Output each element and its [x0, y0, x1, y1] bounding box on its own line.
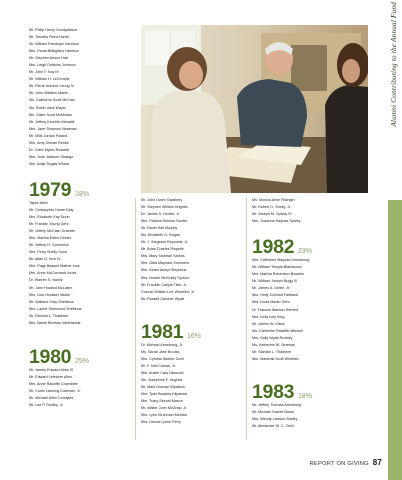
sidebar-vertical-title	[388, 0, 402, 192]
donor-name: Mr. J. Sargeant Reynolds, Jr.	[141, 240, 189, 245]
donor-name: Mrs. Julie Jackson Strange	[29, 154, 74, 159]
name-list-continued	[29, 27, 133, 168]
donor-name: Mrs. Linda Martin Gehr	[252, 300, 290, 305]
donor-name: Mr. Wallace Gray Shettinus	[29, 299, 74, 304]
name-list-continued	[252, 197, 356, 225]
donor-column-3	[252, 197, 356, 430]
donor-name: Taylor Allen	[29, 200, 48, 205]
donor-name: Dr. Frances Blanton Herbert	[252, 307, 298, 312]
donor-name: Mr. Christopher Hume Daly	[29, 207, 74, 212]
donor-name: Mrs. Cynthia Stuther Cecil	[141, 356, 184, 361]
donor-name: Mrs. Barrie Berman VanBrackle	[29, 320, 81, 325]
donor-name: Mrs. Page Bassett Mather Ince	[29, 264, 80, 269]
donor-name: Mrs. Laurie Sherwood Shettinus	[29, 306, 82, 311]
participation-percent: 16%	[187, 332, 202, 340]
donor-name: Ms. Claire Scott McMullan	[29, 112, 72, 117]
participation-percent: 25%	[75, 357, 90, 365]
donor-name: Mrs. Kelly Ivey King	[252, 314, 285, 319]
column-rule-2	[246, 198, 247, 440]
donor-name: Mr. Stanton L. Thaltimer	[252, 349, 292, 354]
class-year: 1979	[29, 178, 72, 201]
donor-name: Mr. John Watkins Martin	[29, 91, 69, 96]
name-list-1982	[252, 257, 356, 363]
donor-name: Mrs. Sally Wyatt Roddey	[252, 335, 293, 340]
donor-name: Ms. Elizabeth G. Rogan	[141, 233, 180, 238]
donor-name: Mr. Alexander W. C. Cecil	[252, 424, 294, 429]
donor-name: Dr. Clare Myers Rossetti	[29, 147, 69, 152]
donor-name: Mr. David Hall Murphy	[141, 226, 178, 231]
donor-name: Mrs. Tracy Sinnott Mason	[141, 399, 183, 404]
participation-percent: 18%	[75, 190, 90, 198]
footer-label: REPORT ON GIVING	[309, 461, 369, 467]
donor-name: Mr. Russell Gardner Wyatt	[141, 296, 185, 301]
name-list-1981	[141, 342, 245, 427]
donor-name: Ms. Monica Anne Risinger	[252, 198, 295, 202]
donor-name: Mrs. Lisa Honaker Nickel	[29, 292, 70, 297]
class-year: 1983	[252, 380, 295, 403]
donor-name: Dr. Michael Armstrong, Jr.	[141, 342, 184, 347]
donor-name: Mr. Philip Henry Goodpasture	[29, 28, 78, 32]
donor-name: Mr. F. Neil Cowan, Jr.	[141, 363, 176, 368]
donor-name: Mr. Richard L. Thaltimer	[29, 313, 69, 318]
donor-name: Mr. James A. Deibe, Jr.	[252, 286, 290, 291]
donor-name: Mrs. Perry Shelly Gunn	[29, 250, 68, 255]
donor-name: Ms. Katherine W. Seaman	[252, 342, 295, 347]
donor-name: Mrs. Patricia Hobson Hunter	[141, 219, 188, 224]
sidebar-green-bar	[388, 200, 402, 480]
donor-name: Mrs. Wendy Lawson Bosley	[252, 416, 298, 421]
donor-name: Mr. Joseph M. Spivey IV	[252, 212, 292, 217]
name-list-1983	[252, 402, 356, 430]
donor-name: Mr. John F. Kay III	[29, 70, 59, 75]
name-list-1980	[29, 367, 133, 409]
donor-name: Mr. William Joseph Bugg III	[252, 279, 297, 284]
donor-name: Mrs. Martha Estes Ginner	[29, 236, 72, 241]
donor-name: Mr. Mark Duncan Kilpatrick	[141, 384, 186, 389]
class-year: 1980	[29, 345, 72, 368]
donor-name: Mrs. Amy Gilman Renke	[29, 140, 69, 145]
donor-name: Mr. William Temple Blackwood	[252, 265, 302, 270]
donor-column-1	[29, 27, 133, 409]
donor-name: Mrs. Lynn Kirchman Melnick	[141, 413, 188, 418]
donor-name: Mrs. Leigh Dobbins Johnson	[29, 63, 76, 68]
year-heading-1981	[141, 316, 245, 342]
donor-name: Mr. Walter John McGraw, Jr.	[141, 406, 188, 411]
year-heading-1983	[252, 376, 356, 402]
donor-name: Mrs. Adair Dugas Wheat	[29, 161, 69, 166]
donor-name: Mrs. Anne Ratcliffe Chamblee	[29, 381, 78, 386]
donor-column-2	[141, 197, 245, 426]
donor-name: Ms. Catherine Ratcliffe Mitchell	[252, 328, 303, 333]
year-heading-1980	[29, 343, 133, 367]
donor-name: Mrs. Elizabeth Kay Dunn	[29, 215, 70, 220]
donor-name: Mr. James W. Klaus	[252, 321, 285, 326]
donor-name: Mrs. Anne McCormack Innes	[29, 271, 77, 276]
donor-name: Ms. Robin Jane Mayer	[29, 105, 66, 110]
donor-name: Mrs. Catherine Maynard Armstrong	[252, 258, 310, 263]
class-year: 1982	[252, 236, 295, 259]
donor-name: Mr. Jeffrey Thomas Armstrong	[252, 402, 302, 407]
donor-name: Dr. Warren S. Nanitz	[29, 278, 63, 283]
donor-name: Mr. Edward Lefebvre Allen	[29, 374, 73, 379]
photo-people-examining-documents	[141, 25, 368, 193]
donor-name: Mr. William Randolph Harrison	[29, 42, 79, 47]
donor-name: Mr. Jeffrey Kershlin Medcalf	[29, 119, 75, 124]
donor-name: Mrs. Hunter McKinley Sydnor	[141, 275, 189, 280]
page-number: 87	[372, 458, 382, 467]
donor-name: Mr. Stephen Anson Hart	[29, 56, 69, 61]
donor-name: Mr. Franklin Carlyle Tiller, Jr.	[141, 282, 188, 287]
donor-name: Mr. Michael Allen Condyles	[29, 395, 74, 400]
donor-name: Mrs. Jane Shannon Newman	[29, 126, 77, 131]
donor-name: Mrs. Suzanne Haynes Spivey	[252, 219, 301, 224]
name-list-1979	[29, 200, 133, 327]
donor-name: Mr. Timothy Reed Harris	[29, 35, 69, 40]
donor-name: Mrs. Tyler Beazley Kilpatrick	[141, 392, 188, 397]
column-rule-1	[135, 198, 136, 440]
donor-name: Mr. Robert G. Shelly, Jr.	[252, 205, 291, 210]
participation-percent: 23%	[298, 248, 313, 256]
donor-name: Mr. James Edward Abbe III	[29, 367, 74, 372]
donor-name: Mr. Lee P. Dudley, Jr.	[29, 403, 64, 408]
donor-name: Mr. John Howard McLaren	[29, 285, 73, 290]
donor-name: Mr. Jeffrey H. Gunnerick	[29, 243, 69, 248]
donor-name: Mr. Pierre Antonie Leung IV	[29, 84, 75, 89]
sidebar-title-text: Alumni Contributing to the Annual Fund	[390, 2, 398, 127]
donor-name: Ms. Josephine F. Hughes	[141, 377, 183, 382]
donor-name: Mr. Mills Jordan Poland	[29, 133, 68, 138]
donor-name: Mrs. Karen Alseyt Stephens	[141, 268, 187, 273]
donor-name: Mrs. Austin Cary Hancock	[141, 370, 184, 375]
donor-name: Mr. Stephen William Hughes	[141, 205, 188, 210]
donor-name: Mrs. Sara Maynard Sommers	[141, 261, 190, 266]
year-heading-1982	[252, 233, 356, 257]
donor-name: Mr. Franklin Young Gehr	[29, 222, 69, 227]
donor-name: Dr. James S. Hunter, Jr.	[141, 212, 180, 217]
participation-percent: 18%	[298, 392, 313, 400]
class-year: 1981	[141, 320, 184, 343]
name-list-continued	[141, 197, 245, 303]
donor-name: Mr. Jeffrey McClain Graeber	[29, 229, 76, 234]
donor-name: Mr. Michael Garrett Bland	[252, 409, 294, 414]
donor-name: Mr. William H. LeComple	[29, 77, 70, 82]
donor-name: Mr. John Owen Gwaltney	[141, 198, 183, 202]
donor-name: Mrs. Martha Robertson Bowden	[252, 272, 305, 277]
donor-name: Mr. Brian Charles Rispelle	[141, 247, 184, 252]
donor-name: Mr. Curtin Lansing Coleman, Jr.	[29, 388, 81, 393]
photo-illustration	[141, 25, 368, 193]
donor-name: Mrs. Paula Billingsley Harrison	[29, 49, 80, 54]
donor-name: Ms. Claiborne Scott McCain	[29, 98, 75, 103]
donor-name: Mrs. Mary Seaman Sarkes	[141, 254, 185, 259]
donor-name: Mrs. Holly Schmidt Fairbank	[252, 293, 299, 298]
year-heading-1979	[29, 176, 133, 200]
donor-name: Ms. Sarah Jane Brooks	[141, 349, 180, 354]
donor-name: Mrs. Marshall Scott Wimbish	[252, 356, 299, 361]
donor-name: Mr. Allan G. Ince IV	[29, 257, 61, 262]
donor-name: Mrs. Donna Lynne Perry	[141, 420, 181, 425]
page-footer	[310, 458, 382, 467]
donor-name: Colonel William Lee Wimbish, Jr.	[141, 289, 195, 294]
